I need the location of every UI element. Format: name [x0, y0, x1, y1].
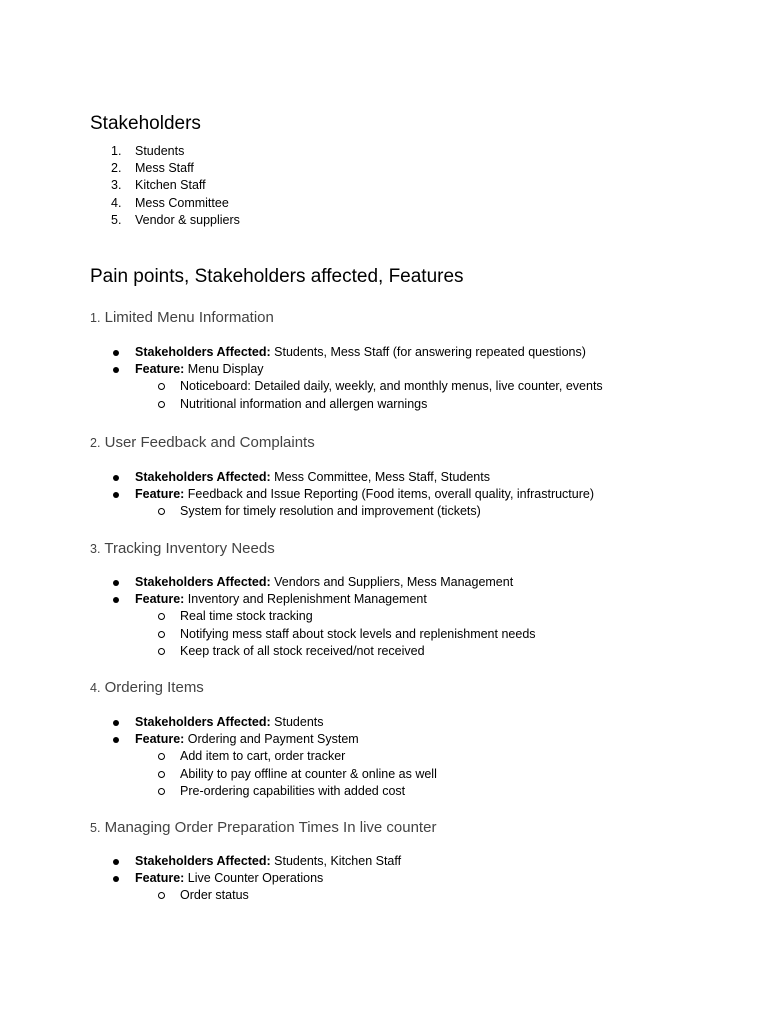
circle-bullet-icon	[158, 508, 165, 515]
bullet-icon	[113, 859, 119, 865]
bullet-icon	[113, 367, 119, 373]
painpoints-heading: Pain points, Stakeholders affected, Features	[90, 266, 464, 287]
section-heading: 5. Managing Order Preparation Times In live counter	[90, 819, 437, 836]
circle-bullet-icon	[158, 401, 165, 408]
bullet-icon	[113, 737, 119, 743]
circle-bullet-icon	[158, 771, 165, 778]
bullet-icon	[113, 475, 119, 481]
bullet-icon	[113, 597, 119, 603]
circle-bullet-icon	[158, 753, 165, 760]
circle-bullet-icon	[158, 631, 165, 638]
section-heading: 4. Ordering Items	[90, 679, 204, 696]
circle-bullet-icon	[158, 788, 165, 795]
bullet-icon	[113, 580, 119, 586]
bullet-icon	[113, 720, 119, 726]
circle-bullet-icon	[158, 383, 165, 390]
document-page: Stakeholders 1. Students 2. Mess Staff 3. Kitchen Staff 4. Mess Committee 5. Vendor & suppliers Pain points, Stakeholders affected, Features 1. Limited Menu Information Stakeholders Affected: Students, Mess Staff (for answering repeated questions) Feature: Menu Display Noticeboard: Detailed daily, weekly, and monthly menus, live counter, events Nutritional information and allergen warnings 2. User Feedback and Complaints Stakeholders Affected: Mess Committee, Mess Staff, Students Feature: Feedback and Issue Reporting (Food items, overall quality, infrastructure) System for timely resolution and improvement (tickets) 3. Tracking Inventory Needs Stakeholders Affected: Vendors and Suppliers, Mess Management Feature: Inventory and Replenishment Management Real time stock tracking Notifying mess staff about stock levels and replenishment needs Keep track of all stock received/not received 4. Ordering Items Stakeholders Affected: Students Feature: Ordering and Payment System Add item to cart, order tracker Ability to pay offline at counter & online as well Pre-ordering capabilities with added cost 5. Managing Order Preparation Times In live counter Stakeholders Affected: Students, Kitchen Staff Feature: Live Counter Operations Order status	[90, 113, 603, 903]
section-heading: 2. User Feedback and Complaints	[90, 434, 315, 451]
bullet-icon	[113, 876, 119, 882]
section-heading: 1. Limited Menu Information	[90, 309, 274, 326]
section-heading: 3. Tracking Inventory Needs	[90, 540, 275, 557]
circle-bullet-icon	[158, 892, 165, 899]
circle-bullet-icon	[158, 613, 165, 620]
circle-bullet-icon	[158, 648, 165, 655]
bullet-icon	[113, 492, 119, 498]
stakeholders-heading: Stakeholders	[90, 113, 201, 134]
bullet-icon	[113, 350, 119, 356]
